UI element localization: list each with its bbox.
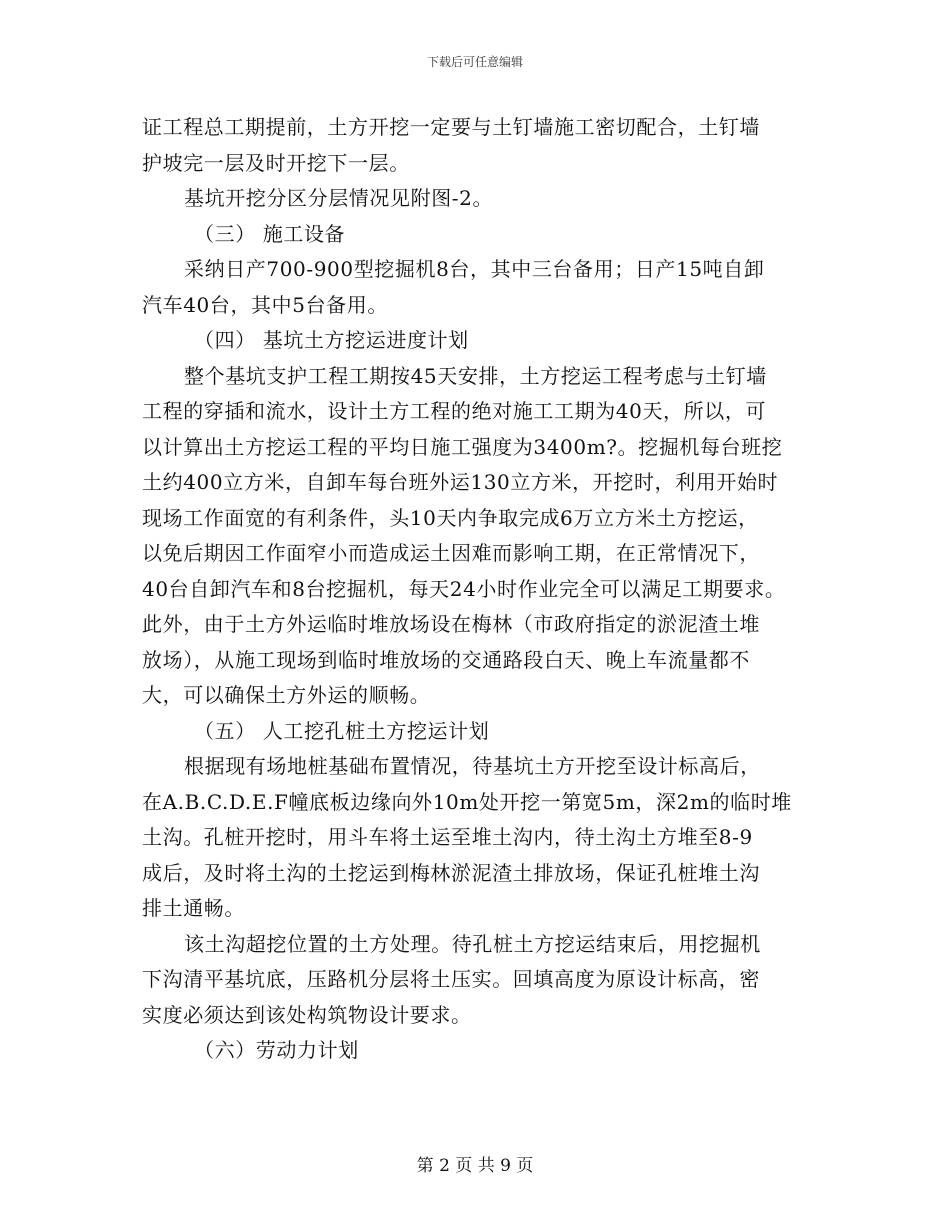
body-line: 采纳日产700-900型挖掘机8台，其中三台备用；日产15吨自卸 <box>184 257 765 281</box>
body-line: 证工程总工期提前，土方开挖一定要与土钉墙施工密切配合，土钉墙 <box>142 115 760 139</box>
body-line: 土沟。孔桩开挖时，用斗车将土运至堆土沟内，待土沟土方堆至8-9 <box>142 825 753 849</box>
section-heading: （五） 人工挖孔桩土方挖运计划 <box>194 718 490 743</box>
body-line: 汽车40台，其中5台备用。 <box>142 292 388 317</box>
body-line: 基坑开挖分区分层情况见附图-2。 <box>184 186 494 210</box>
body-line: 以计算出土方挖运工程的平均日施工强度为3400m?。挖掘机每台班挖 <box>142 434 783 459</box>
body-line: 排土通畅。 <box>142 896 245 920</box>
section-heading: （四） 基坑土方挖运进度计划 <box>194 328 469 352</box>
body-line: 该土沟超挖位置的土方处理。待孔桩土方挖运结束后，用挖掘机 <box>184 931 761 956</box>
body-line: 根据现有场地桩基础布置情况，待基坑土方开挖至设计标高后， <box>184 754 761 778</box>
body-line: 以免后期因工作面窄小而造成运土因难而影响工期，在正常情况下， <box>142 541 760 565</box>
body-line: 工程的穿插和流水，设计土方工程的绝对施工工期为40天，所以，可 <box>142 399 767 423</box>
document-body <box>142 110 812 1069</box>
section-heading: （三） 施工设备 <box>194 221 346 246</box>
body-line: 此外，由于土方外运临时堆放场设在梅林（市政府指定的淤泥渣土堆 <box>142 612 760 636</box>
body-line: 整个基坑支护工程工期按45天安排，土方挖运工程考虑与土钉墙 <box>184 363 767 388</box>
page-header: 下载后可任意编辑 <box>426 55 523 69</box>
body-line: 大，可以确保土方外运的顺畅。 <box>142 683 431 707</box>
body-line: 实度必须达到该处构筑物设计要求。 <box>142 1002 472 1027</box>
body-line: 在A.B.C.D.E.F幢底板边缘向外10m处开挖一第宽5m，深2m的临时堆 <box>142 789 792 814</box>
body-line: 现场工作面宽的有利条件，头10天内争取完成6万立方米土方挖运， <box>142 505 759 530</box>
body-line: 成后，及时将土沟的土挖运到梅林淤泥渣土排放场，保证孔桩堆土沟 <box>142 860 760 885</box>
body-line: 放场），从施工现场到临时堆放场的交通路段白天、晚上车流量都不 <box>142 647 750 672</box>
body-line: 土约400立方米，自卸车每台班外运130立方米，开挖时，利用开始时 <box>142 470 779 494</box>
body-line: 下沟清平基坑底，压路机分层将土压实。回填高度为原设计标高，密 <box>142 967 760 991</box>
body-line: 护坡完一层及时开挖下一层。 <box>142 150 410 175</box>
body-line: 40台自卸汽车和8台挖掘机，每天24小时作业完全可以满足工期要求。 <box>142 576 786 601</box>
page-footer: 第 2 页 共 9 页 <box>416 1156 534 1176</box>
section-heading: （六）劳动力计划 <box>194 1038 359 1062</box>
